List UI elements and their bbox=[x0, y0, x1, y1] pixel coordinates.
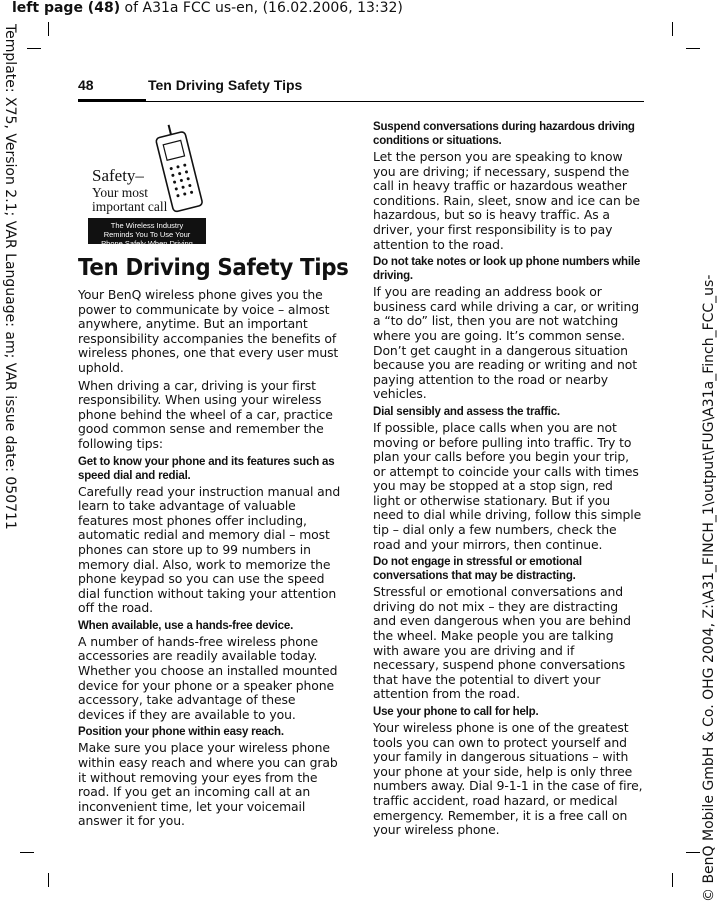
tip-heading: Get to know your phone and its features such as speed dial and redial. bbox=[78, 455, 335, 482]
tip-heading: Do not take notes or look up phone numbers while driving. bbox=[373, 256, 641, 283]
main-title: Ten Driving Safety Tips bbox=[78, 255, 349, 281]
crop-mark bbox=[672, 873, 673, 887]
left-text-column bbox=[78, 288, 344, 832]
body-paragraph: A number of hands-free wireless phone accessories are readily available today. Whether you choose an installed mounted device for your phone or a speaker phone accessory, take advantage of these devices if they are available to you. bbox=[78, 633, 338, 722]
logo-banner bbox=[88, 218, 206, 248]
logo-banner-line: The Wireless Industry bbox=[110, 221, 184, 230]
logo-safety-text: Safety– bbox=[92, 166, 144, 185]
body-paragraph: Stressful or emotional conversations and driving do not mix – they are distracting and even dangerous when you are behind the wheel. Make people you are talking with aware you are driving and if necessary, suspend phone conversations that have the potential to divert your attention from the road. bbox=[373, 584, 631, 702]
body-paragraph: When driving a car, driving is your first responsibility. When using your wireless phone behind the wheel of a car, practice good common sense and remember the following tips: bbox=[78, 377, 333, 451]
crop-mark bbox=[20, 852, 34, 853]
print-meta-file-info: of A31a FCC us-en, (16.02.2006, 13:32) bbox=[120, 0, 403, 16]
print-meta-header bbox=[12, 0, 403, 16]
safety-logo bbox=[86, 120, 216, 246]
copyright-text: © BenQ Mobile GmbH & Co. OHG 2004, Z:\A31_FINCH_1\output\FUG\A31a_Finch_FCC_us- bbox=[701, 274, 717, 902]
tip-heading: When available, use a hands-free device. bbox=[78, 619, 294, 632]
crop-mark bbox=[27, 48, 41, 49]
tip-heading: Use your phone to call for help. bbox=[373, 706, 539, 718]
tip-heading: Do not engage in stressful or emotional conversations that may be distracting. bbox=[373, 556, 582, 583]
logo-your-most-text: Your most bbox=[92, 185, 149, 200]
crop-mark bbox=[672, 22, 673, 36]
left-margin-template-info bbox=[0, 0, 18, 909]
right-margin-copyright bbox=[699, 0, 719, 909]
running-header-title: Ten Driving Safety Tips bbox=[148, 77, 303, 93]
body-paragraph: If possible, place calls when you are not moving or before pulling into traffic. Try to plan your calls before you begin your trip, or attempt to coincide your calls with times you may be stopped at a stop sign, red light or otherwise stationary. But if you need to dial while driving, follow this simple tip – dial only a few numbers, check the road and your mirrors, then continue. bbox=[373, 419, 642, 552]
tip-heading: Position your phone within easy reach. bbox=[78, 726, 284, 739]
template-info-text: Template: X75, Version 2.1; VAR Language: am; VAR issue date: 050711 bbox=[2, 24, 18, 530]
header-rule-thin bbox=[146, 101, 644, 102]
print-meta-page-ref: left page (48) bbox=[12, 0, 121, 16]
right-text-column bbox=[373, 120, 643, 841]
body-paragraph: Carefully read your instruction manual and learn to take advantage of valuable features most phones offer including, automatic redial and memory dial – most phones can store up to 99 numbers in memory dial. Also, work to memorize the phone keypad so you can use the speed dial function without taking your attention off the road. bbox=[78, 483, 341, 616]
page-number: 48 bbox=[78, 77, 94, 93]
body-paragraph: Let the person you are speaking to know you are driving; if necessary, suspend the call in heavy traffic or hazardous weather conditions. Rain, sleet, snow and ice can be hazardous, but so is heavy traffic. As a driver, your first responsibility is to pay attention to the road. bbox=[373, 149, 640, 252]
crop-mark bbox=[48, 22, 49, 36]
logo-banner-line: Phone Safely When Driving bbox=[101, 239, 193, 248]
crop-mark bbox=[686, 48, 700, 49]
crop-mark bbox=[686, 852, 700, 853]
body-paragraph: Make sure you place your wireless phone within easy reach and where you can grab it without removing your eyes from the road. If you get an incoming call at an inconvenient time, let your voicemail answer it for you. bbox=[78, 740, 338, 829]
header-rule-thick bbox=[78, 99, 146, 102]
tip-heading: Suspend conversations during hazardous driving conditions or situations. bbox=[373, 121, 635, 147]
body-paragraph: If you are reading an address book or business card while driving a car, or writing a “to do” list, then you are not watching where you are going. It’s common sense. Don’t get caught in a dangerous situation because you are reading or writing and not paying attention to the road or nearby vehicles. bbox=[373, 284, 640, 402]
logo-important-call-text: important call bbox=[92, 199, 168, 214]
body-paragraph: Your wireless phone is one of the greatest tools you can own to protect yourself and your family in dangerous situations – with your phone at your side, help is only three numbers away. Dial 9-1-1 in the case of fire, traffic accident, road hazard, or medical emergency. Remember, it is a free call on your wireless phone. bbox=[373, 720, 643, 838]
body-paragraph: Your BenQ wireless phone gives you the power to communicate by voice – almost anywhere, anytime. But an important responsibility accompanies the benefits of wireless phones, one that every user must uphold. bbox=[78, 287, 339, 375]
logo-banner-line: Reminds You To Use Your bbox=[103, 230, 191, 239]
crop-mark bbox=[48, 873, 49, 887]
tip-heading: Dial sensibly and assess the traffic. bbox=[373, 405, 560, 418]
